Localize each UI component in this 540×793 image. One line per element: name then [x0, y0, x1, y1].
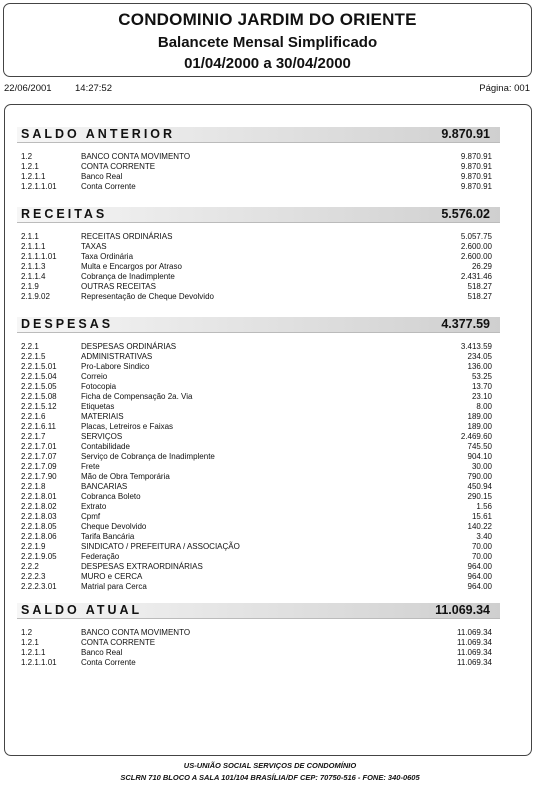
- account-row: [17, 372, 500, 382]
- section-title: RECEITAS: [21, 207, 108, 221]
- section-header: [17, 207, 500, 223]
- account-value: 53.25: [471, 372, 492, 381]
- account-row: [17, 572, 500, 582]
- account-code: 2.2.2.3: [21, 572, 46, 581]
- account-value: 11.069.34: [457, 628, 492, 637]
- account-description: MATERIAIS: [81, 412, 124, 421]
- account-value: 9.870.91: [460, 162, 492, 171]
- account-description: Contabilidade: [81, 442, 130, 451]
- account-description: DESPESAS EXTRAORDINÁRIAS: [81, 562, 203, 571]
- account-code: 2.2.1.6.11: [21, 422, 56, 431]
- account-description: Pro-Labore Sindico: [81, 362, 150, 371]
- account-code: 1.2.1: [21, 162, 39, 171]
- account-code: 2.2.1: [21, 342, 39, 351]
- account-value: 13.70: [471, 382, 492, 391]
- account-description: Cheque Devolvido: [81, 522, 147, 531]
- account-row: [17, 342, 500, 352]
- account-row: [17, 252, 500, 262]
- account-description: Fotocopia: [81, 382, 117, 391]
- account-value: 964.00: [467, 562, 492, 571]
- account-code: 2.2.1.5.08: [21, 392, 57, 401]
- account-row: [17, 502, 500, 512]
- account-row: [17, 482, 500, 492]
- account-value: 15.61: [471, 512, 492, 521]
- account-row: [17, 512, 500, 522]
- account-value: 23.10: [471, 392, 492, 401]
- account-code: 2.2.1.7.07: [21, 452, 57, 461]
- section-title: SALDO ATUAL: [21, 603, 143, 617]
- account-value: 450.94: [467, 482, 492, 491]
- account-row: [17, 442, 500, 452]
- account-row: [17, 422, 500, 432]
- account-value: 136.00: [467, 362, 492, 371]
- print-time: 14:27:52: [75, 83, 112, 94]
- section-header: [17, 317, 500, 333]
- account-description: Cobrança de Inadimplente: [81, 272, 175, 281]
- account-row: [17, 402, 500, 412]
- account-description: Tarifa Bancária: [81, 532, 135, 541]
- account-description: MURO e CERCA: [81, 572, 143, 581]
- account-value: 11.069.34: [457, 638, 492, 647]
- account-code: 2.1.9: [21, 282, 39, 291]
- account-row: [17, 182, 500, 192]
- account-row: [17, 452, 500, 462]
- account-row: [17, 658, 500, 668]
- account-code: 2.2.2: [21, 562, 39, 571]
- section-header: [17, 127, 500, 143]
- account-value: 140.22: [467, 522, 492, 531]
- account-row: [17, 522, 500, 532]
- section-total: 11.069.34: [435, 603, 490, 617]
- account-value: 11.069.34: [457, 658, 492, 667]
- account-description: ADMINISTRATIVAS: [81, 352, 153, 361]
- account-code: 2.2.1.6: [21, 412, 46, 421]
- account-row: [17, 552, 500, 562]
- account-row: [17, 162, 500, 172]
- account-code: 2.2.1.8: [21, 482, 46, 491]
- account-description: SERVIÇOS: [81, 432, 123, 441]
- account-description: Mão de Obra Temporária: [81, 472, 170, 481]
- account-description: RECEITAS ORDINÁRIAS: [81, 232, 173, 241]
- account-code: 1.2.1.1.01: [21, 182, 57, 191]
- account-code: 2.2.1.7.01: [21, 442, 57, 451]
- account-code: 1.2.1.1: [21, 172, 46, 181]
- account-row: [17, 532, 500, 542]
- account-code: 2.2.1.8.05: [21, 522, 57, 531]
- account-row: [17, 628, 500, 638]
- account-row: [17, 582, 500, 592]
- account-description: Matrial para Cerca: [81, 582, 147, 591]
- account-row: [17, 392, 500, 402]
- account-description: Conta Corrente: [81, 658, 136, 667]
- account-description: Ficha de Compensação 2a. Via: [81, 392, 193, 401]
- account-code: 1.2.1: [21, 638, 39, 647]
- account-value: 70.00: [471, 542, 492, 551]
- section-total: 9.870.91: [441, 127, 490, 141]
- account-value: 1.56: [476, 502, 492, 511]
- section-total: 4.377.59: [441, 317, 490, 331]
- account-code: 2.2.1.9.05: [21, 552, 57, 561]
- account-description: Federação: [81, 552, 120, 561]
- account-value: 8.00: [476, 402, 492, 411]
- account-row: [17, 462, 500, 472]
- account-code: 2.1.1.3: [21, 262, 46, 271]
- account-value: 189.00: [467, 422, 492, 431]
- account-value: 2.469.60: [460, 432, 492, 441]
- account-code: 2.2.2.3.01: [21, 582, 57, 591]
- account-row: [17, 542, 500, 552]
- account-code: 2.2.1.7: [21, 432, 46, 441]
- section-title: DESPESAS: [21, 317, 114, 331]
- account-row: [17, 152, 500, 162]
- account-code: 2.2.1.5.01: [21, 362, 57, 371]
- account-code: 2.2.1.5.12: [21, 402, 57, 411]
- account-row: [17, 242, 500, 252]
- account-row: [17, 232, 500, 242]
- account-description: SINDICATO / PREFEITURA / ASSOCIAÇÃO: [81, 542, 240, 551]
- account-row: [17, 292, 500, 302]
- account-description: Placas, Letreiros e Faixas: [81, 422, 174, 431]
- account-value: 9.870.91: [460, 152, 492, 161]
- account-value: 189.00: [467, 412, 492, 421]
- account-value: 3.413.59: [460, 342, 492, 351]
- account-code: 2.1.1.1.01: [21, 252, 57, 261]
- account-code: 2.1.1.4: [21, 272, 46, 281]
- account-row: [17, 262, 500, 272]
- account-code: 2.2.1.8.03: [21, 512, 57, 521]
- account-description: Banco Real: [81, 648, 123, 657]
- account-code: 1.2.1.1: [21, 648, 46, 657]
- account-description: DESPESAS ORDINÁRIAS: [81, 342, 177, 351]
- account-description: Multa e Encargos por Atraso: [81, 262, 182, 271]
- account-row: [17, 432, 500, 442]
- account-value: 290.15: [467, 492, 492, 501]
- account-code: 2.2.1.8.06: [21, 532, 57, 541]
- account-value: 70.00: [471, 552, 492, 561]
- account-code: 2.2.1.5.04: [21, 372, 57, 381]
- balance-sheet-body: [4, 104, 532, 756]
- account-value: 2.600.00: [460, 252, 492, 261]
- account-description: Cobranca Boleto: [81, 492, 141, 501]
- account-description: OUTRAS RECEITAS: [81, 282, 156, 291]
- account-description: Conta Corrente: [81, 182, 136, 191]
- account-value: 5.057.75: [460, 232, 492, 241]
- account-description: Taxa Ordinária: [81, 252, 134, 261]
- account-value: 234.05: [467, 352, 492, 361]
- account-code: 2.2.1.5.05: [21, 382, 57, 391]
- section-header: [17, 603, 500, 619]
- account-code: 2.2.1.7.90: [21, 472, 57, 481]
- account-row: [17, 472, 500, 482]
- account-code: 2.2.1.5: [21, 352, 46, 361]
- account-value: 964.00: [467, 582, 492, 591]
- account-code: 2.1.1: [21, 232, 39, 241]
- account-description: Serviço de Cobrança de Inadimplente: [81, 452, 215, 461]
- account-value: 3.40: [476, 532, 492, 541]
- account-row: [17, 412, 500, 422]
- account-code: 2.2.1.7.09: [21, 462, 57, 471]
- account-value: 9.870.91: [460, 172, 492, 181]
- account-row: [17, 562, 500, 572]
- footer-company: US-UNIÃO SOCIAL SERVIÇOS DE CONDOMÍNIO: [183, 761, 357, 770]
- account-row: [17, 638, 500, 648]
- account-description: Banco Real: [81, 172, 123, 181]
- account-value: 2.600.00: [460, 242, 492, 251]
- account-description: BANCARIAS: [81, 482, 128, 491]
- account-code: 1.2: [21, 152, 33, 161]
- account-value: 790.00: [467, 472, 492, 481]
- account-row: [17, 648, 500, 658]
- account-code: 1.2.1.1.01: [21, 658, 57, 667]
- report-period: 01/04/2000 a 30/04/2000: [184, 55, 351, 72]
- account-row: [17, 272, 500, 282]
- section-title: SALDO ANTERIOR: [21, 127, 176, 141]
- account-value: 964.00: [467, 572, 492, 581]
- account-row: [17, 492, 500, 502]
- report-subtitle: Balancete Mensal Simplificado: [157, 34, 378, 51]
- account-value: 745.50: [467, 442, 492, 451]
- account-description: CONTA CORRENTE: [81, 638, 156, 647]
- account-description: BANCO CONTA MOVIMENTO: [81, 628, 191, 637]
- account-row: [17, 172, 500, 182]
- account-description: TAXAS: [81, 242, 107, 251]
- account-description: Extrato: [81, 502, 107, 511]
- section-total: 5.576.02: [441, 207, 490, 221]
- page-number: Página: 001: [479, 83, 530, 94]
- account-code: 2.1.1.1: [21, 242, 46, 251]
- account-code: 2.2.1.9: [21, 542, 46, 551]
- account-code: 1.2: [21, 628, 33, 637]
- report-header: [3, 3, 532, 77]
- account-description: Correio: [81, 372, 108, 381]
- account-description: Representação de Cheque Devolvido: [81, 292, 214, 301]
- account-value: 26.29: [471, 262, 492, 271]
- account-value: 9.870.91: [460, 182, 492, 191]
- account-description: Frete: [81, 462, 100, 471]
- account-code: 2.2.1.8.02: [21, 502, 57, 511]
- account-code: 2.1.9.02: [21, 292, 50, 301]
- account-value: 904.10: [467, 452, 492, 461]
- account-code: 2.2.1.8.01: [21, 492, 57, 501]
- report-title: CONDOMINIO JARDIM DO ORIENTE: [118, 10, 417, 29]
- account-row: [17, 282, 500, 292]
- account-value: 2.431.46: [460, 272, 492, 281]
- account-row: [17, 352, 500, 362]
- account-value: 518.27: [467, 282, 492, 291]
- account-description: CONTA CORRENTE: [81, 162, 156, 171]
- footer-address: SCLRN 710 BLOCO A SALA 101/104 BRASÍLIA/DF CEP: 70750-516 - FONE: 340-0605: [120, 773, 420, 782]
- account-description: Etiquetas: [81, 402, 115, 411]
- account-row: [17, 362, 500, 372]
- account-row: [17, 382, 500, 392]
- account-value: 30.00: [471, 462, 492, 471]
- print-date: 22/06/2001: [4, 83, 52, 94]
- account-value: 518.27: [467, 292, 492, 301]
- account-value: 11.069.34: [457, 648, 492, 657]
- account-description: BANCO CONTA MOVIMENTO: [81, 152, 191, 161]
- account-description: Cpmf: [81, 512, 101, 521]
